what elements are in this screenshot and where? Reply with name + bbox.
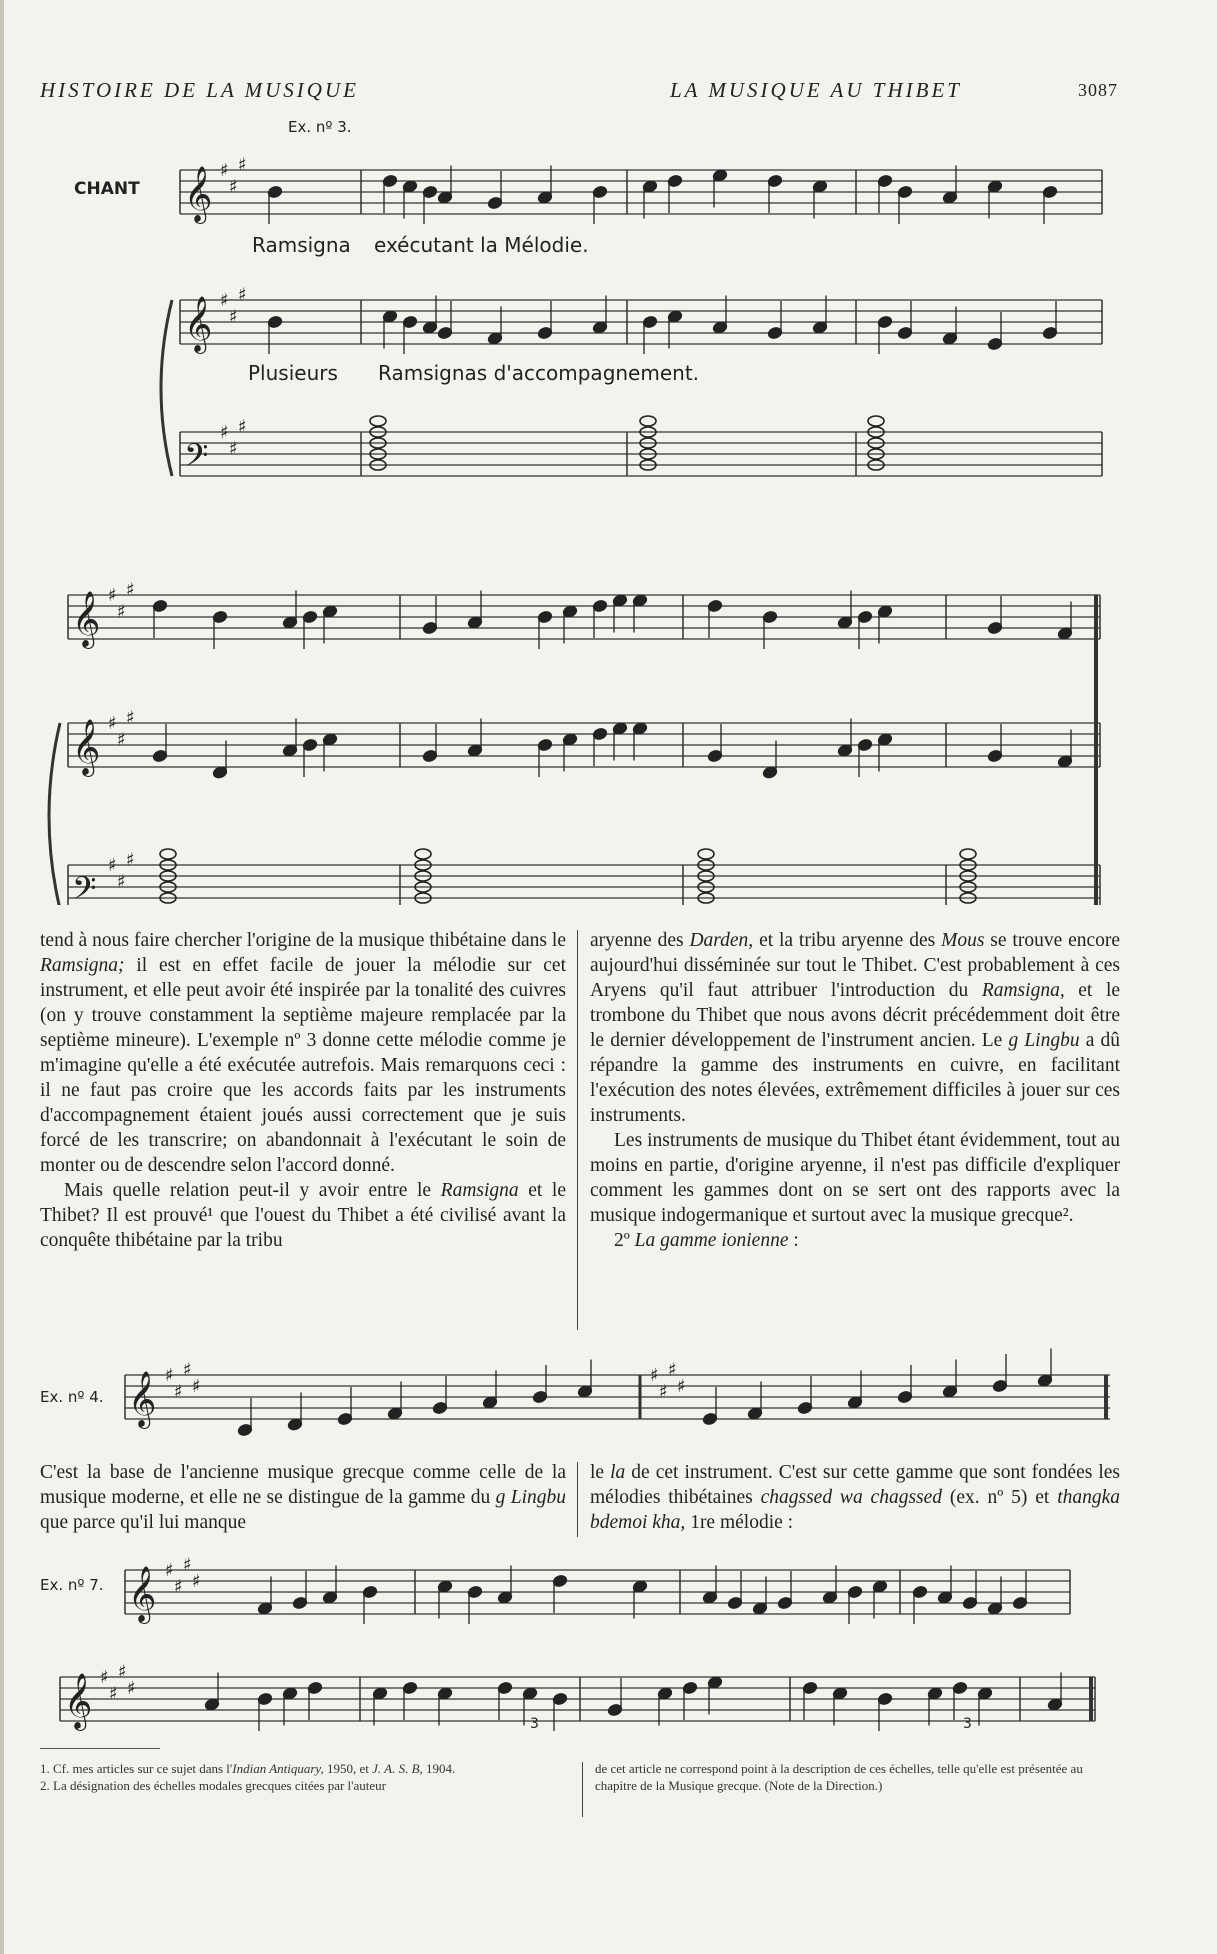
- sharp-sign: ♯: [126, 707, 135, 729]
- sharp-sign: ♯: [127, 1678, 136, 1699]
- col4-d: 1re mélodie :: [690, 1512, 794, 1533]
- chord-note: [415, 849, 431, 859]
- clef-mark: 𝄞: [72, 719, 101, 775]
- ex7-staves: [60, 1555, 1095, 1732]
- col3-text: C'est la base de l'ancienne musique grecque comme celle de la musique moderne, et elle ne se distingue de la gamme du: [40, 1462, 566, 1508]
- triplet-mark-2: 3: [963, 1716, 972, 1732]
- sharp-sign: ♯: [238, 416, 247, 438]
- footnotes-right: [595, 1760, 1120, 1794]
- col2-p1b: et la tribu aryenne des: [759, 930, 936, 951]
- chord-note: [960, 849, 976, 859]
- footnote-rule: [40, 1748, 160, 1749]
- sharp-sign: ♯: [117, 729, 126, 751]
- col1-p1-italic: Ramsigna;: [40, 955, 125, 976]
- column-divider-1: [577, 930, 578, 1330]
- sharp-sign: ♯: [238, 284, 247, 306]
- example-3-system-1: [0, 110, 1217, 495]
- clef-mark: 𝄢: [72, 870, 97, 905]
- sharp-sign: ♯: [174, 1576, 183, 1598]
- sharp-sign: ♯: [220, 160, 229, 181]
- col4-it3: thangka bdemoi kha,: [590, 1487, 1121, 1533]
- col2-it2: Mous: [941, 930, 985, 951]
- clef-mark: 𝄞: [128, 1566, 157, 1622]
- sharp-sign: ♯: [229, 306, 238, 328]
- sharp-sign: ♯: [108, 585, 117, 606]
- chant-label: CHANT: [74, 179, 140, 199]
- col2-it4: g Lingbu: [1008, 1030, 1080, 1051]
- sharp-sign: ♯: [668, 1359, 677, 1381]
- sharp-sign: ♯: [220, 422, 229, 443]
- melody-annotation: exécutant la Mélodie.: [374, 233, 589, 257]
- sharp-sign: ♯: [220, 290, 229, 311]
- sharp-sign: ♯: [165, 1365, 174, 1386]
- fn2: 2. La désignation des échelles modales grecques citées par l'auteur: [40, 1778, 386, 1793]
- footnote-divider: [582, 1762, 583, 1817]
- sharp-sign: ♯: [108, 713, 117, 734]
- col2-p3-italic: La gamme ionienne: [634, 1230, 789, 1251]
- col4-a: le: [590, 1462, 605, 1483]
- sharp-sign: ♯: [108, 855, 117, 876]
- col2-p3b: :: [793, 1230, 799, 1251]
- col4-b: de cet instrument. C'est sur cette gamme que sont fondées les mélodies thibétaines: [590, 1462, 1121, 1508]
- sharp-sign: ♯: [117, 871, 126, 893]
- brace-2: [49, 723, 60, 905]
- ex4-label: Ex. nº 4.: [40, 1388, 104, 1406]
- sharp-sign: ♯: [238, 154, 247, 176]
- col1-p1: tend à nous faire chercher l'origine de la musique thibétaine dans le: [40, 930, 566, 951]
- fn1-italic: Indian Antiquary,: [232, 1761, 324, 1776]
- plusieurs-label: Plusieurs: [248, 361, 338, 385]
- example-7: [0, 1545, 1217, 1745]
- sharp-sign: ♯: [165, 1560, 174, 1581]
- sharp-sign: ♯: [126, 849, 135, 871]
- sharp-sign: ♯: [229, 176, 238, 198]
- clef-mark: 𝄞: [72, 591, 101, 647]
- sharp-sign: ♯: [229, 438, 238, 460]
- col4-c: (ex. nº 5) et: [949, 1487, 1050, 1508]
- col2-p1c: se trouve encore aujourd'hui disséminée sur tout le Thibet. C'est probablement à ces Aryens qu'il faut attribuer l'introduction du: [590, 930, 1121, 1001]
- sharp-sign: ♯: [192, 1571, 201, 1592]
- fn1b: 1950, et: [326, 1761, 369, 1776]
- chord-note: [640, 416, 656, 426]
- example-4: [0, 1345, 1217, 1445]
- col1-p2b: et le Thibet? Il est prouvé¹ que l'ouest du Thibet a été civilisé avant la conquête thibétaine par la tribu: [40, 1180, 566, 1251]
- col2-p2: Les instruments de musique du Thibet étant évidemment, tout au moins en partie, d'origine aryenne, il n'est pas difficile d'expliquer comment les gammes dont on se sert ont des rapports avec la musique indogermanique et surtout avec la musique grecque².: [590, 1130, 1120, 1226]
- ramsigna-label: Ramsigna: [252, 233, 351, 257]
- fn1-italic2: J. A. S. B,: [372, 1761, 423, 1776]
- sharp-sign: ♯: [659, 1381, 668, 1403]
- chord-note: [698, 849, 714, 859]
- sharp-sign: ♯: [192, 1376, 201, 1397]
- col2-p1d: et le trombone du Thibet que nous avons décrit précédemment doit être le dernier développement de l'instrument ancien. Le: [590, 980, 1121, 1051]
- chord-note: [868, 416, 884, 426]
- col2-it1: Darden,: [689, 930, 754, 951]
- sharp-sign: ♯: [109, 1683, 118, 1705]
- sharp-sign: ♯: [126, 579, 135, 601]
- col2-it3: Ramsigna,: [981, 980, 1065, 1001]
- col1-p1b: il est en effet facile de jouer la mélodie sur cet instrument, et elle peut avoir été inspirée par la tonalité des cuivres (on y trouve constamment la septième majeure remplacée par la septième mineure). L'exemple nº 3 donne cette mélodie comme je m'imagine qu'elle a été exécutée autrefois. Mais remarquons ceci : il ne faut pas croire que les accords faits par les instruments d'accompagnement étaient joués aussi correctement que je suis forcé de les transcrire; on abandonnait à l'exécutant le soin de monter ou de descendre selon l'accord donné.: [40, 955, 567, 1176]
- sharp-sign: ♯: [183, 1554, 192, 1576]
- brace: [161, 300, 172, 476]
- chord-note: [160, 849, 176, 859]
- column-divider-2: [577, 1462, 578, 1537]
- footnotes-left: [40, 1760, 566, 1794]
- col4-it1: la: [610, 1462, 626, 1483]
- clef-mark: 𝄞: [184, 166, 213, 222]
- clef-mark: 𝄢: [184, 437, 209, 481]
- column-2: [590, 928, 1120, 1253]
- col1-p2a: Mais quelle relation peut-il y avoir entre le: [64, 1180, 432, 1201]
- sharp-sign: ♯: [183, 1359, 192, 1381]
- sharp-sign: ♯: [174, 1381, 183, 1403]
- column-1: [40, 928, 566, 1253]
- accomp-annotation: Ramsignas d'accompagnement.: [378, 361, 700, 385]
- sharp-sign: ♯: [650, 1365, 659, 1386]
- triplet-mark-1: 3: [530, 1716, 539, 1732]
- running-header: [40, 78, 1120, 108]
- sharp-sign: ♯: [677, 1376, 686, 1397]
- chord-note: [370, 416, 386, 426]
- fn1c: 1904.: [426, 1761, 456, 1776]
- col4-it2: chagssed wa chagssed: [760, 1487, 943, 1508]
- col3-text2: que parce qu'il lui manque: [40, 1512, 247, 1533]
- sharp-sign: ♯: [100, 1667, 109, 1688]
- clef-mark: 𝄞: [64, 1673, 93, 1729]
- col2-p1a: aryenne des: [590, 930, 684, 951]
- example-3-system-2: [0, 575, 1217, 905]
- page-number: 3087: [1078, 80, 1118, 100]
- clef-mark: 𝄞: [184, 296, 213, 352]
- ex3-label: Ex. nº 3.: [288, 118, 352, 136]
- header-center: LA MUSIQUE AU THIBET: [670, 78, 962, 102]
- staff-lines-group-2: [49, 580, 1100, 906]
- clef-mark: 𝄞: [128, 1371, 157, 1427]
- col2-p3a: 2º: [614, 1230, 630, 1251]
- fn3: de cet article ne correspond point à la description de ces échelles, telle qu'elle est présentée au chapitre de la Musique grecque. (Note de la Direction.): [595, 1761, 1083, 1793]
- header-left: HISTOIRE DE LA MUSIQUE: [40, 78, 359, 102]
- col3-italic: g Lingbu: [495, 1487, 567, 1508]
- column-4: [590, 1460, 1120, 1535]
- column-3: [40, 1460, 566, 1535]
- ex7-label: Ex. nº 7.: [40, 1576, 104, 1594]
- sharp-sign: ♯: [117, 601, 126, 623]
- col2-p1e: a dû répandre la gamme des instruments en cuivre, en facilitant l'exécution des notes élevées, extrêmement difficiles à jouer sur ces instruments.: [590, 1030, 1121, 1126]
- col1-p2-italic: Ramsigna: [440, 1180, 519, 1201]
- ex4-staff: [125, 1349, 1110, 1437]
- fn1a: 1. Cf. mes articles sur ce sujet dans l': [40, 1761, 233, 1776]
- sharp-sign: ♯: [118, 1661, 127, 1683]
- staff-lines-group: [161, 155, 1102, 482]
